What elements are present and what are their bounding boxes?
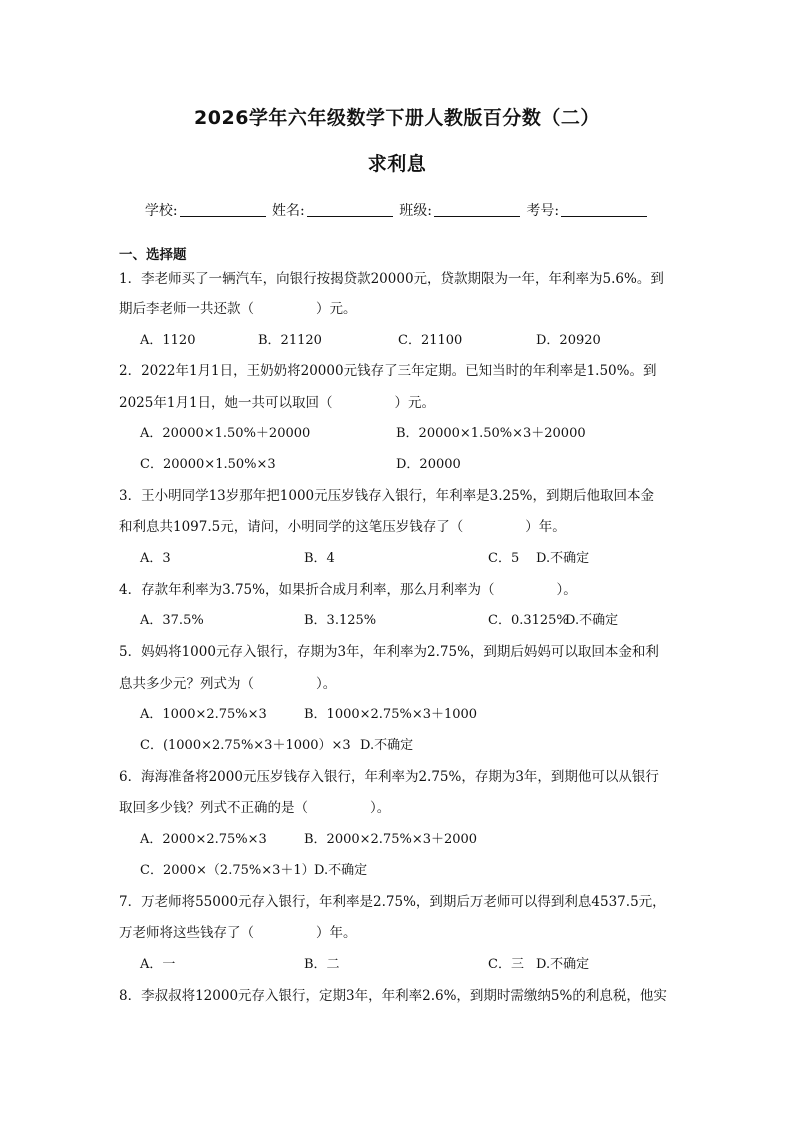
question-7-line-1: 7．万老师将55000元存入银行，年利率是2.75%，到期后万老师可以得到利息4537.5元， [119,894,666,910]
option-b[interactable]: B．21120 [258,333,322,348]
option-c[interactable]: C．2000×（2.75%×3＋1） [140,863,315,878]
option-a[interactable]: A．37.5% [140,613,204,628]
question-5-line-1: 5．妈妈将1000元存入银行，存期为3年，年利率为2.75%，到期后妈妈可以取回本金和利 [119,644,659,660]
question-6-line-2: 取回多少钱？列式不正确的是（ ）。 [119,800,391,816]
option-b[interactable]: B．1000×2.75%×3＋1000 [304,707,478,722]
option-b[interactable]: B．2000×2.75%×3＋2000 [304,832,478,847]
section-heading: 一、选择题 [119,247,187,263]
option-d[interactable]: D.不确定 [536,957,590,972]
question-8-line-1: 8．李叔叔将12000元存入银行，定期3年，年利率2.6%，到期时需缴纳5%的利息税，他实 [119,988,667,1004]
name-blank[interactable] [307,202,393,217]
option-a[interactable]: A．1120 [140,333,196,348]
question-3-line-1: 3．王小明同学13岁那年把1000元压岁钱存入银行，年利率是3.25%，到期后他取回本金 [119,488,655,504]
number-blank[interactable] [561,202,647,217]
option-d[interactable]: D.不确定 [565,613,619,628]
question-1-line-1: 1．李老师买了一辆汽车，向银行按揭贷款20000元，贷款期限为一年，年利率为5.6%。到 [119,271,664,287]
option-b[interactable]: B．20000×1.50%×3＋20000 [396,426,586,441]
option-c[interactable]: C．三 [488,957,524,972]
option-b[interactable]: B．二 [304,957,340,972]
option-d[interactable]: D．20920 [536,333,601,348]
option-c[interactable]: C．20000×1.50%×3 [140,457,276,472]
name-label: 姓名: [272,203,305,219]
option-b[interactable]: B．4 [304,551,335,566]
question-6-line-1: 6．海海准备将2000元压岁钱存入银行，年利率为2.75%，存期为3年，到期他可以从银行 [119,769,659,785]
school-label: 学校: [144,203,178,219]
option-c[interactable]: C．5 [488,551,520,566]
option-a[interactable]: A．一 [140,957,176,972]
number-label: 考号: [526,203,560,219]
page-subtitle: 求利息 [367,153,427,175]
question-2-line-2: 2025年1月1日，她一共可以取回（ ）元。 [119,395,436,411]
option-a[interactable]: A．20000×1.50%＋20000 [140,426,311,441]
option-d[interactable]: D.不确定 [360,738,414,753]
question-7-line-2: 万老师将这些钱存了（ ）年。 [119,925,357,941]
student-info-line [0,200,794,220]
option-b[interactable]: B．3.125% [304,613,377,628]
option-a[interactable]: A．3 [140,551,171,566]
school-blank[interactable] [180,202,266,217]
option-a[interactable]: A．2000×2.75%×3 [140,832,267,847]
option-a[interactable]: A．1000×2.75%×3 [140,707,267,722]
question-2-line-1: 2．2022年1月1日，王奶奶将20000元钱存了三年定期。已知当时的年利率是1.50%。到 [119,363,657,379]
option-d[interactable]: D．20000 [396,457,461,472]
option-c[interactable]: C．0.3125% [488,613,569,628]
question-5-line-2: 息共多少元？列式为（ ）。 [119,676,337,692]
question-1-line-2: 期后李老师一共还款（ ）元。 [119,301,357,317]
class-label: 班级: [399,203,432,219]
class-blank[interactable] [434,202,520,217]
option-d[interactable]: D.不确定 [314,863,368,878]
question-3-line-2: 和利息共1097.5元，请问，小明同学的这笔压岁钱存了（ ）年。 [119,519,566,535]
page-title: 2026学年六年级数学下册人教版百分数（二） [194,107,600,129]
option-d[interactable]: D.不确定 [536,551,590,566]
option-c[interactable]: C．21100 [398,333,463,348]
option-c[interactable]: C．(1000×2.75%×3＋1000）×3 [140,738,351,753]
question-4-line-1: 4．存款年利率为3.75%，如果折合成月利率，那么月利率为（ ）。 [119,582,577,598]
